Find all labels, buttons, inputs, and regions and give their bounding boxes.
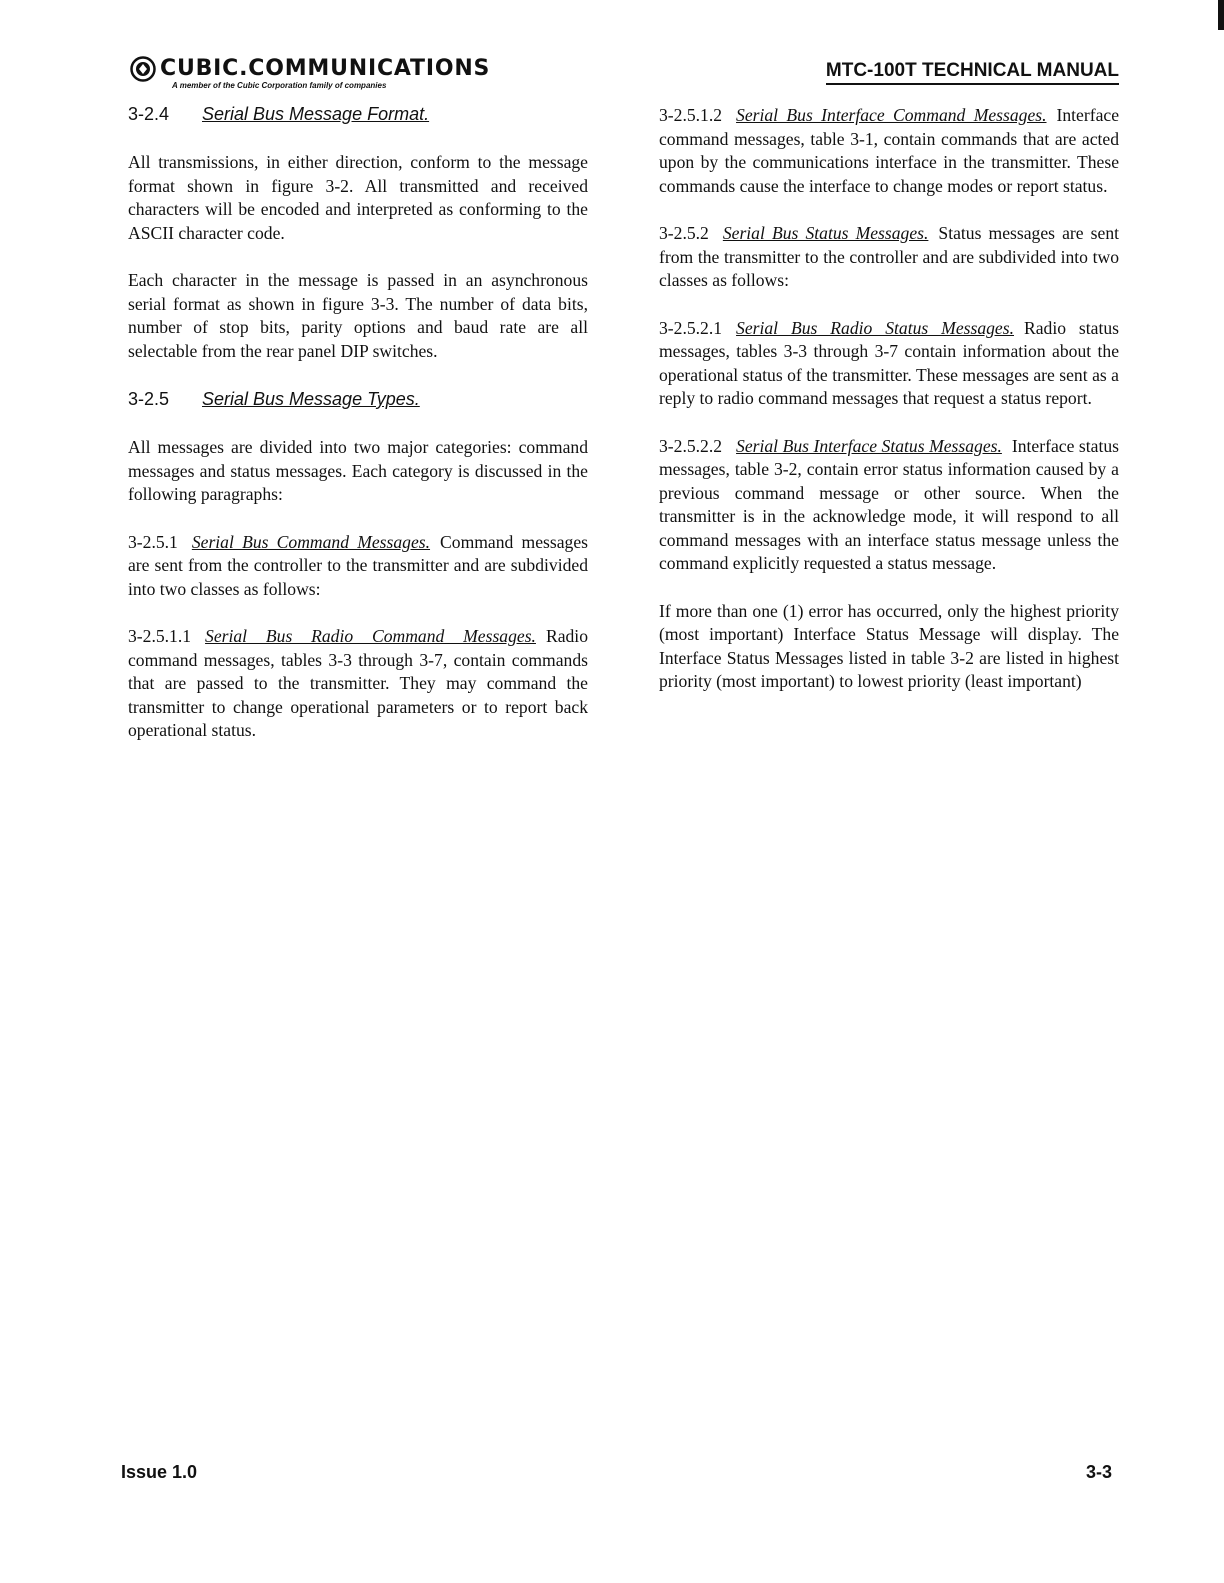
subsection-text: Radio status messages, tables 3-3 through 3-7 contain information about the operational status of the transmitter. These messages are sent as a reply to radio command messages that request a status report. <box>659 317 1120 408</box>
subsection-text: Command messages are sent from the controller to the transmitter and are subdivided into two classes as follows: <box>128 531 588 599</box>
subsection-number: 3-2.5.2.2 <box>659 435 723 456</box>
subsection-number: 3-2.5.1.2 <box>659 105 723 125</box>
subsection-number: 3-2.5.2.1 <box>659 317 723 338</box>
section-title: Serial Bus Message Format. <box>202 104 430 124</box>
subsection-text: Interface status messages, table 3-2, contain error status information caused by a previous command message or other source. When the transmitter is in the acknowledge mode, it will respond to all command messages with an interface status message unless the command explicitly requested a status message. <box>659 435 1119 573</box>
cubic-logo-icon <box>130 56 156 82</box>
section-heading-3-2-4 <box>128 102 588 126</box>
subsection-3-2-5-1-2 <box>659 104 1119 198</box>
scan-edge-mark <box>1218 0 1224 30</box>
subsection-3-2-5-1 <box>128 531 588 602</box>
page-number: 3-3 <box>1085 1462 1112 1482</box>
subsection-title: Serial Bus Status Messages. <box>722 223 929 243</box>
section-heading-3-2-5 <box>128 387 588 411</box>
manual-title: MTC-100T TECHNICAL MANUAL <box>826 60 1119 85</box>
subsection-text: Radio command messages, tables 3-3 through 3-7, contain commands that are passed to the transmitter. They may command the transmitter to change operational parameters or to report back operational status. <box>128 626 588 740</box>
subsection-title: Serial Bus Interface Status Messages. <box>736 435 1002 456</box>
subsection-number: 3-2.5.1.1 <box>128 626 192 646</box>
company-logo <box>130 56 600 90</box>
paragraph-async-format: Each character in the message is passed in an asynchronous serial format as shown in figure 3-3. The number of data bits, number of stop bits, parity options and baud rate are all selectable from the rear panel DIP switches. <box>128 270 588 361</box>
subsection-3-2-5-2-1 <box>659 317 1119 411</box>
left-column <box>128 102 588 767</box>
right-column <box>659 104 1119 718</box>
subsection-3-2-5-2-2 <box>659 435 1119 576</box>
subsection-3-2-5-1-1 <box>128 625 588 743</box>
paragraph-error-priority: If more than one (1) error has occurred, only the highest priority (most important) Interface Status Message will display. The Interface Status Messages listed in table 3-2 are listed in highest priority (most important) to lowest priority (least important) <box>659 600 1119 691</box>
subsection-title: Serial Bus Command Messages. <box>191 531 431 552</box>
section-number: 3-2.5 <box>128 389 170 409</box>
issue-label: Issue 1.0 <box>121 1462 198 1482</box>
section-number: 3-2.4 <box>128 104 170 124</box>
company-name: CUBIC.COMMUNICATIONS <box>160 56 491 81</box>
subsection-number: 3-2.5.2 <box>659 223 709 243</box>
subsection-text: Interface command messages, table 3-1, contain commands that are acted upon by the communications interface in the transmitter. These commands cause the interface to change modes or report status. <box>659 105 1119 196</box>
subsection-text: Status messages are sent from the transmitter to the controller and are subdivided into two classes as follows: <box>659 223 1119 290</box>
subsection-title: Serial Bus Interface Command Messages. <box>736 105 1047 125</box>
subsection-3-2-5-2 <box>659 222 1119 293</box>
subsection-title: Serial Bus Radio Status Messages. <box>736 317 1014 338</box>
section-title: Serial Bus Message Types. <box>202 389 420 409</box>
paragraph-message-types: All messages are divided into two major categories: command messages and status messages. Each category is discussed in the following paragraphs: <box>128 437 588 504</box>
paragraph-message-format: All transmissions, in either direction, conform to the message format shown in figure 3-2. All transmitted and received characters will be encoded and interpreted as conforming to the ASCII character code. <box>128 152 588 243</box>
subsection-number: 3-2.5.1 <box>128 531 178 552</box>
subsection-title: Serial Bus Radio Command Messages. <box>205 626 536 646</box>
company-tagline: A member of the Cubic Corporation family of companies <box>172 81 387 90</box>
